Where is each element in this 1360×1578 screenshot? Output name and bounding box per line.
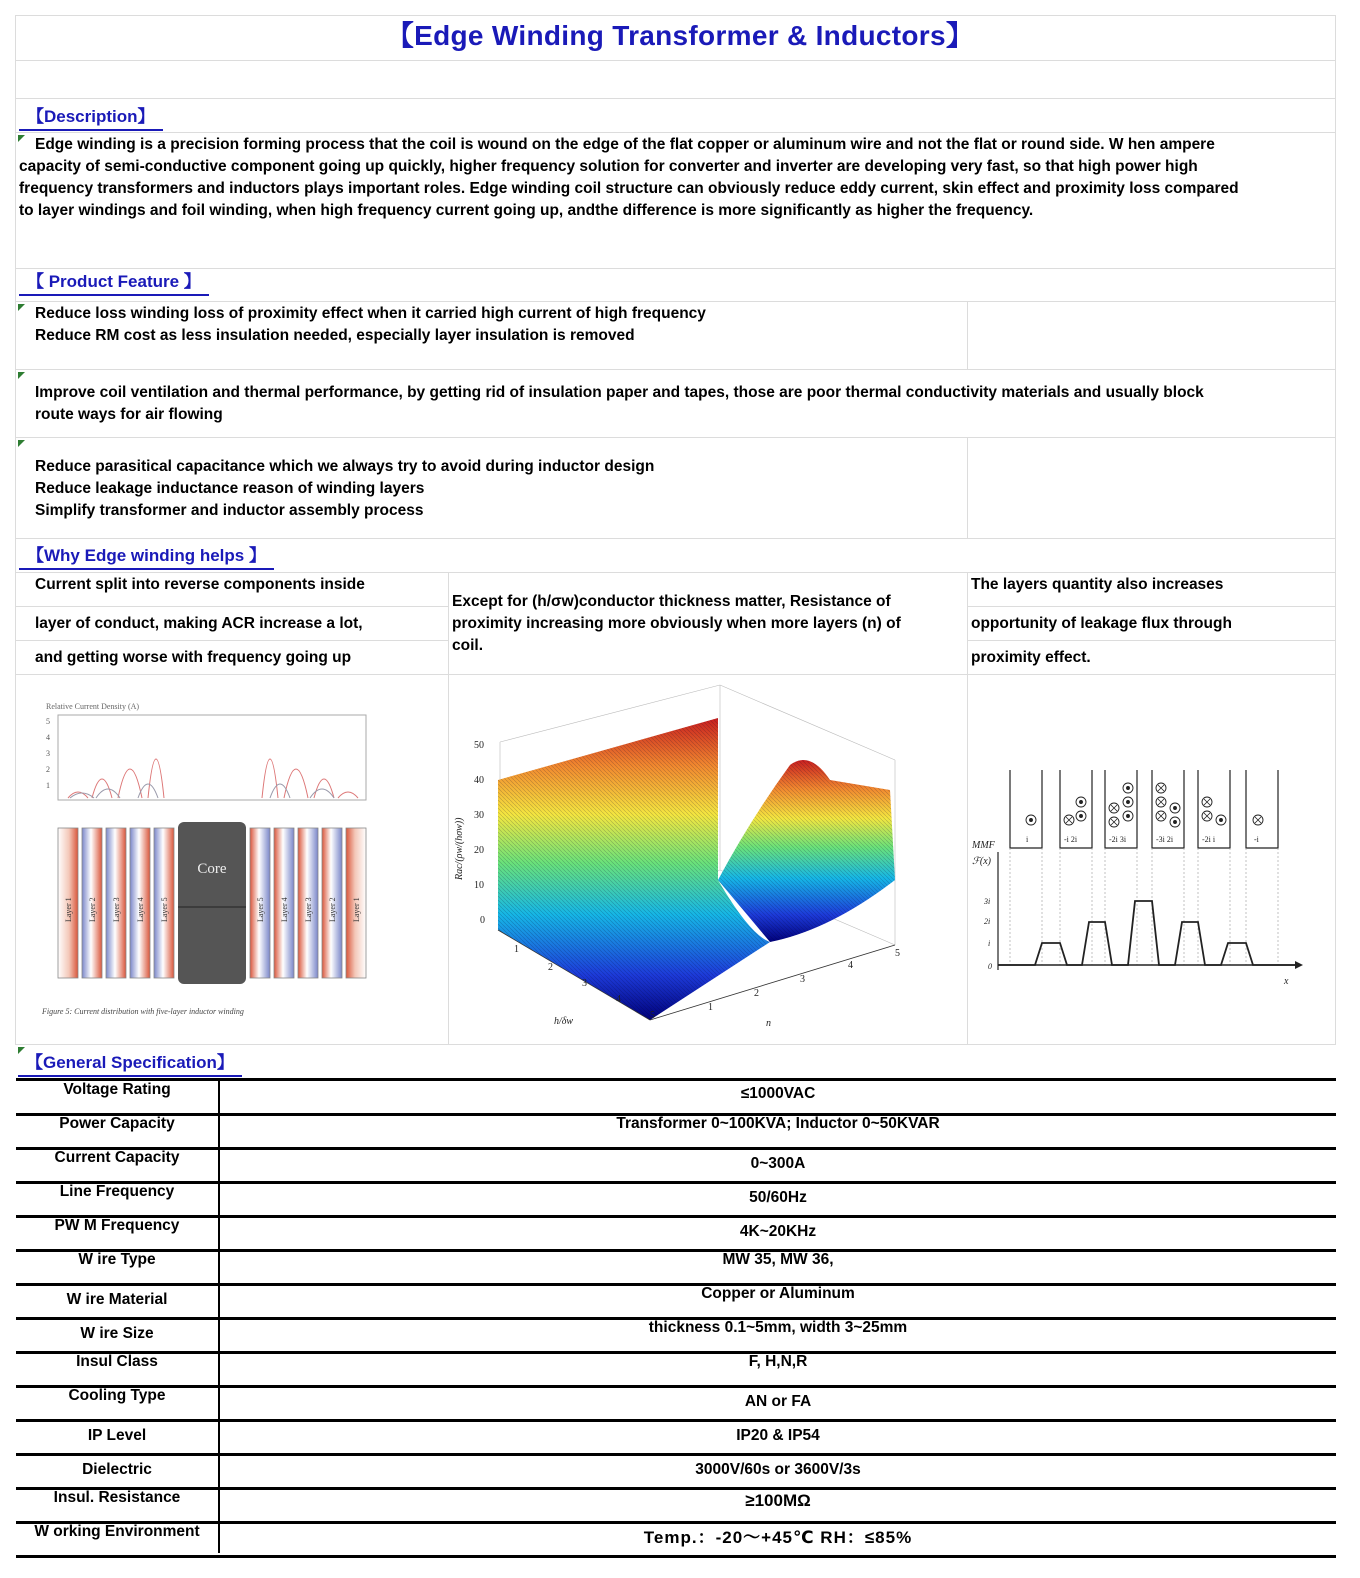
cell-marker-icon — [18, 372, 25, 379]
spec-label: W orking Environment — [34, 1523, 200, 1540]
spec-row — [16, 1181, 1336, 1218]
layer-label: Layer 4 — [280, 897, 289, 922]
fig3-ytick: 2i — [984, 917, 991, 926]
layer-label: Layer 5 — [256, 897, 265, 922]
spec-row — [16, 1249, 1336, 1286]
spec-value: ≥100MΩ — [745, 1491, 811, 1510]
layer-label: Layer 3 — [304, 897, 313, 922]
why-col2-line: coil. — [452, 637, 484, 654]
spec-row — [16, 1079, 1336, 1116]
spec-label: PW M Frequency — [54, 1217, 180, 1234]
core-label: Core — [197, 861, 227, 877]
why-col1-line: and getting worse with frequency going up — [35, 649, 352, 666]
fig2-xtick: 3 — [582, 978, 587, 989]
fig2-ztick: 40 — [474, 775, 484, 786]
current-density-figure — [30, 690, 390, 1030]
spec-label: Cooling Type — [68, 1387, 166, 1404]
why-col2-line: proximity increasing more obviously when more layers (n) of — [452, 615, 901, 632]
slot-label: i — [1026, 835, 1029, 844]
fig1-plot-title: Relative Current Density (A) — [46, 702, 140, 711]
fig2-xlabel: h/δw — [554, 1016, 574, 1027]
why-col1-line: Current split into reverse components inside — [35, 576, 365, 593]
fig2-nlabel: n — [766, 1018, 771, 1029]
spec-label: Power Capacity — [59, 1115, 175, 1132]
fig2-zlabel: Rac/(ρw/(hσw)) — [454, 817, 465, 880]
slot-label: -i — [1254, 835, 1259, 844]
layer-label: Layer 5 — [160, 897, 169, 922]
spec-label: Insul Class — [76, 1353, 158, 1370]
cell-marker-icon — [18, 304, 25, 311]
spec-row — [16, 1317, 1336, 1354]
spec-label: W ire Material — [66, 1291, 168, 1308]
layer-label: Layer 4 — [136, 897, 145, 922]
fig1-caption: Figure 5: Current distribution with five-layer inductor winding — [42, 1007, 244, 1016]
f-label: ℱ(x) — [972, 856, 991, 867]
feature-item: Reduce parasitical capacitance which we always try to avoid during inductor design — [35, 458, 655, 475]
spec-label: Insul. Resistance — [53, 1489, 181, 1506]
why-col2-line: Except for (h/σw)conductor thickness matter, Resistance of — [452, 593, 891, 610]
description-line-1: Edge winding is a precision forming process that the coil is wound on the edge of the flat copper or aluminum wire and not the flat or round side. W hen ampere — [35, 136, 1215, 153]
spec-label: W ire Size — [80, 1325, 154, 1342]
mmf-figure — [970, 760, 1332, 995]
spec-value: 3000V/60s or 3600V/3s — [695, 1461, 861, 1478]
slot-label: -2i 3i — [1109, 835, 1127, 844]
feature-item: route ways for air flowing — [35, 406, 223, 423]
spec-label: Voltage Rating — [63, 1081, 171, 1098]
spec-value: Transformer 0~100KVA; Inductor 0~50KVAR — [616, 1115, 940, 1132]
spec-heading: 【General Specification】 — [18, 1052, 242, 1077]
spec-row — [16, 1351, 1336, 1388]
slot-label: -3i 2i — [1156, 835, 1174, 844]
spec-value: F, H,N,R — [748, 1353, 808, 1370]
fig2-ztick: 30 — [474, 810, 484, 821]
fig3-ytick: i — [988, 939, 991, 948]
fig2-xtick: 5 — [650, 1010, 655, 1021]
spec-row — [16, 1453, 1336, 1490]
fig3-xlabel: x — [1284, 976, 1289, 987]
fig1-ytick: 5 — [46, 717, 50, 726]
feature-heading: 【 Product Feature 】 — [19, 271, 209, 296]
spec-label: IP Level — [87, 1427, 147, 1444]
spec-value: Copper or Aluminum — [701, 1285, 855, 1302]
spec-row — [16, 1521, 1336, 1558]
slot-label: -i 2i — [1064, 835, 1078, 844]
spec-value: MW 35, MW 36, — [722, 1251, 834, 1268]
spec-value: 4K~20KHz — [739, 1223, 817, 1240]
cell-marker-icon — [18, 135, 25, 142]
spec-label: Dielectric — [82, 1461, 152, 1478]
spec-row — [16, 1215, 1336, 1252]
proximity-surface-figure — [450, 680, 965, 1040]
fig2-ntick: 3 — [800, 974, 805, 985]
spec-value: 0~300A — [750, 1155, 806, 1172]
spec-label: W ire Type — [78, 1251, 156, 1268]
feature-item: Reduce loss winding loss of proximity effect when it carried high current of high frequency — [35, 305, 706, 322]
feature-item: Reduce RM cost as less insulation needed, especially layer insulation is removed — [35, 327, 635, 344]
layer-label: Layer 3 — [112, 897, 121, 922]
spec-row — [16, 1419, 1336, 1456]
spec-value: thickness 0.1~5mm, width 3~25mm — [648, 1319, 908, 1336]
fig1-ytick: 2 — [46, 765, 50, 774]
fig2-ztick: 20 — [474, 845, 484, 856]
spec-value: IP20 & IP54 — [736, 1427, 820, 1444]
fig2-ztick: 0 — [480, 915, 485, 926]
why-col3-line: proximity effect. — [971, 649, 1091, 666]
description-line-4: to layer windings and foil winding, when high frequency current going up, andthe difference is more significantly as higher the frequency. — [19, 202, 1034, 219]
slot-label: -2i i — [1202, 835, 1216, 844]
fig2-xtick: 2 — [548, 962, 553, 973]
why-col3-line: The layers quantity also increases — [971, 576, 1224, 593]
spec-value: ≤1000VAC — [740, 1085, 816, 1102]
layer-label: Layer 1 — [352, 897, 361, 922]
layer-label: Layer 2 — [328, 897, 337, 922]
fig2-ntick: 1 — [708, 1002, 713, 1013]
spec-row — [16, 1283, 1336, 1320]
spec-value: AN or FA — [744, 1393, 812, 1410]
cell-marker-icon — [18, 440, 25, 447]
fig2-ntick: 5 — [895, 948, 900, 959]
why-heading: 【Why Edge winding helps 】 — [19, 545, 274, 570]
page-title: 【Edge Winding Transformer & Inductors】 — [385, 20, 975, 51]
spec-row — [16, 1385, 1336, 1422]
fig1-ytick: 1 — [46, 781, 50, 790]
fig2-xtick: 4 — [616, 994, 621, 1005]
why-col3-line: opportunity of leakage flux through — [971, 615, 1232, 632]
fig2-xtick: 1 — [514, 944, 519, 955]
feature-item: Improve coil ventilation and thermal performance, by getting rid of insulation paper and tapes, those are poor thermal conductivity materials and usually block — [35, 384, 1204, 401]
description-line-2: capacity of semi-conductive component going up quickly, higher frequency solution for converter and inverter are developing very fast, so that high power high — [19, 158, 1198, 175]
layer-label: Layer 1 — [64, 897, 73, 922]
spec-value: Temp.：-20～+45℃ RH：≤85% — [643, 1528, 913, 1547]
fig2-ntick: 4 — [848, 960, 853, 971]
why-col1-line: layer of conduct, making ACR increase a lot, — [35, 615, 363, 632]
spec-row — [16, 1113, 1336, 1150]
core-block — [178, 822, 246, 984]
spec-row — [16, 1487, 1336, 1524]
spec-value: 50/60Hz — [749, 1189, 807, 1206]
spec-label: Line Frequency — [59, 1183, 175, 1200]
spec-row — [16, 1147, 1336, 1184]
fig1-ytick: 4 — [46, 733, 50, 742]
feature-item: Simplify transformer and inductor assembly process — [35, 502, 424, 519]
fig2-ztick: 10 — [474, 880, 484, 891]
mmf-label: MMF — [972, 840, 995, 851]
fig2-ztick: 50 — [474, 740, 484, 751]
layer-label: Layer 2 — [88, 897, 97, 922]
spec-label: Current Capacity — [54, 1149, 180, 1166]
fig3-ytick: 0 — [988, 962, 992, 971]
description-line-3: frequency transformers and inductors plays important roles. Edge winding coil structure can obviously reduce eddy current, skin effect and proximity loss compared — [19, 180, 1239, 197]
description-heading: 【Description】 — [19, 106, 163, 131]
fig1-ytick: 3 — [46, 749, 50, 758]
fig3-ytick: 3i — [984, 897, 991, 906]
feature-item: Reduce leakage inductance reason of winding layers — [35, 480, 425, 497]
fig2-ntick: 2 — [754, 988, 759, 999]
